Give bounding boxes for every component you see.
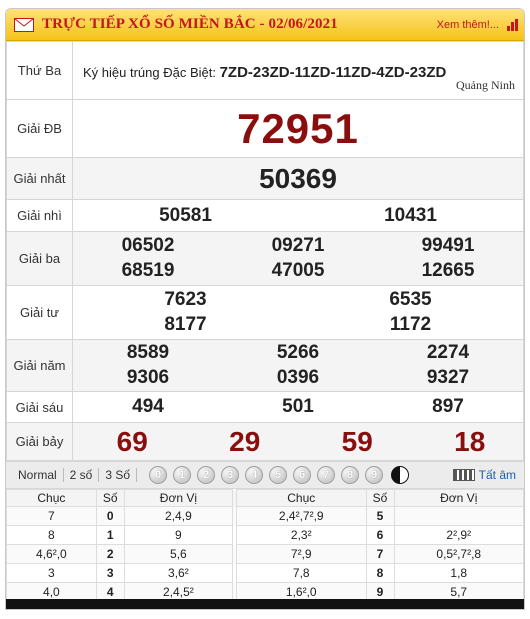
special-code-value: 7ZD-23ZD-11ZD-11ZD-4ZD-23ZD (219, 64, 447, 81)
loto-cell: 2,4²,7²,9 (237, 507, 366, 526)
prize-5-number[interactable]: 0396 (276, 367, 320, 388)
option-2-digits[interactable]: 2 số (64, 468, 100, 482)
loto-digit: 6 (366, 526, 394, 545)
loto-cell (394, 507, 524, 526)
prize-2-number[interactable]: 10431 (384, 204, 437, 226)
prize-4-number[interactable]: 6535 (389, 289, 432, 310)
prize-6-number[interactable]: 897 (432, 396, 464, 417)
loto-cell: 2,3² (237, 526, 366, 545)
prize-5-number[interactable]: 2274 (426, 342, 470, 363)
loto-cell: 1,8 (394, 564, 524, 583)
option-3-digits[interactable]: 3 Số (99, 468, 137, 482)
table-row (7, 564, 524, 583)
province-name: Quảng Ninh (456, 78, 515, 92)
loto-cell: 2,4,5² (124, 583, 232, 602)
prize-3-number[interactable]: 68519 (121, 260, 175, 281)
prize-7-number[interactable]: 18 (454, 425, 486, 457)
prize-3-label: Giải ba (7, 232, 73, 286)
loto-digit: 5 (366, 507, 394, 526)
all-sound-toggle[interactable] (453, 468, 516, 482)
loto-cell: 7,8 (237, 564, 366, 583)
loto-header: Số (96, 490, 124, 507)
loto-cell: 5,6 (124, 545, 232, 564)
loto-header: Chục (237, 490, 366, 507)
loto-cell: 3,6² (124, 564, 232, 583)
digit-button[interactable]: 4 (245, 466, 263, 484)
prize-2-number[interactable]: 50581 (159, 204, 212, 226)
digit-button[interactable]: 0 (149, 466, 167, 484)
panel-header (6, 9, 524, 41)
digit-button[interactable]: 3 (221, 466, 239, 484)
loto-cell: 9 (124, 526, 232, 545)
digit-button[interactable]: 1 (173, 466, 191, 484)
loto-cell: 7²,9 (237, 545, 366, 564)
loto-digit: 4 (96, 583, 124, 602)
loto-table (6, 489, 524, 602)
day-label: Thứ Ba (7, 42, 73, 100)
loto-digit: 8 (366, 564, 394, 583)
loto-header: Số (366, 490, 394, 507)
loto-digit: 7 (366, 545, 394, 564)
prize-3-number[interactable]: 47005 (271, 260, 325, 281)
loto-cell: 3 (7, 564, 97, 583)
loto-header: Đơn Vị (394, 490, 524, 507)
prize-3-number[interactable]: 09271 (271, 235, 325, 256)
display-controls (6, 461, 524, 489)
digit-button[interactable]: 8 (341, 466, 359, 484)
loto-header: Chục (7, 490, 97, 507)
page-title: TRỰC TIẾP XỔ SỐ MIỀN BẮC - 02/06/2021 (42, 16, 338, 32)
digit-button[interactable]: 2 (197, 466, 215, 484)
yin-yang-icon[interactable] (391, 466, 409, 484)
loto-digit: 3 (96, 564, 124, 583)
prize-5-number[interactable]: 5266 (276, 342, 320, 363)
loto-digit: 9 (366, 583, 394, 602)
prize-5-number[interactable]: 9327 (426, 367, 470, 388)
digit-filter (149, 466, 409, 484)
loto-cell: 2²,9² (394, 526, 524, 545)
footer-bar (6, 599, 524, 609)
loto-cell: 4,6²,0 (7, 545, 97, 564)
prize-6-number[interactable]: 501 (282, 396, 314, 417)
chart-bars-icon[interactable] (507, 19, 518, 31)
prize-5-number[interactable]: 9306 (126, 367, 170, 388)
prize-4-number[interactable]: 7623 (164, 289, 207, 310)
prize-4-number[interactable]: 1172 (389, 314, 432, 335)
table-row (7, 545, 524, 564)
loto-cell: 1,6²,0 (237, 583, 366, 602)
loto-cell: 2,4,9 (124, 507, 232, 526)
prize-7-label: Giải bảy (7, 423, 73, 461)
special-code-cell (73, 42, 524, 100)
digit-button[interactable]: 6 (293, 466, 311, 484)
all-sound-label[interactable]: Tất âm (478, 468, 516, 482)
results-table (6, 41, 524, 461)
prize-4-number[interactable]: 8177 (164, 314, 207, 335)
prize-6-number[interactable]: 494 (132, 396, 164, 417)
loto-cell: 0,5²,7²,8 (394, 545, 524, 564)
digit-button[interactable]: 5 (269, 466, 287, 484)
loto-cell: 4,0 (7, 583, 97, 602)
table-row (7, 526, 524, 545)
prize-7-number[interactable]: 59 (341, 425, 373, 457)
keyboard-icon (453, 469, 475, 481)
prize-db-label: Giải ĐB (7, 100, 73, 158)
digit-button[interactable]: 9 (365, 466, 383, 484)
prize-5-label: Giải năm (7, 340, 73, 392)
option-normal[interactable]: Normal (12, 468, 64, 482)
prize-6-label: Giải sáu (7, 392, 73, 423)
loto-cell: 7 (7, 507, 97, 526)
prize-3-number[interactable]: 06502 (121, 235, 175, 256)
loto-digit: 1 (96, 526, 124, 545)
prize-1-label: Giải nhất (7, 158, 73, 200)
prize-5-number[interactable]: 8589 (126, 342, 170, 363)
prize-3-number[interactable]: 99491 (421, 235, 475, 256)
envelope-icon (14, 18, 34, 32)
prize-7-number[interactable]: 69 (116, 425, 148, 457)
prize-1-number[interactable]: 50369 (73, 158, 524, 200)
loto-header: Đơn Vị (124, 490, 232, 507)
prize-2-label: Giải nhì (7, 200, 73, 232)
more-link-label[interactable]: Xem thêm!... (436, 18, 499, 31)
prize-7-number[interactable]: 29 (229, 425, 261, 457)
prize-db-number[interactable]: 72951 (73, 100, 524, 158)
prize-4-label: Giải tư (7, 286, 73, 340)
more-link[interactable] (437, 19, 518, 31)
loto-digit: 2 (96, 545, 124, 564)
special-code-label: Ký hiệu trúng Đặc Biệt: (83, 65, 216, 80)
loto-digit: 0 (96, 507, 124, 526)
loto-cell: 5,7 (394, 583, 524, 602)
prize-3-number[interactable]: 12665 (421, 260, 475, 281)
table-row (7, 507, 524, 526)
digit-button[interactable]: 7 (317, 466, 335, 484)
results-panel (5, 8, 525, 610)
loto-cell: 8 (7, 526, 97, 545)
